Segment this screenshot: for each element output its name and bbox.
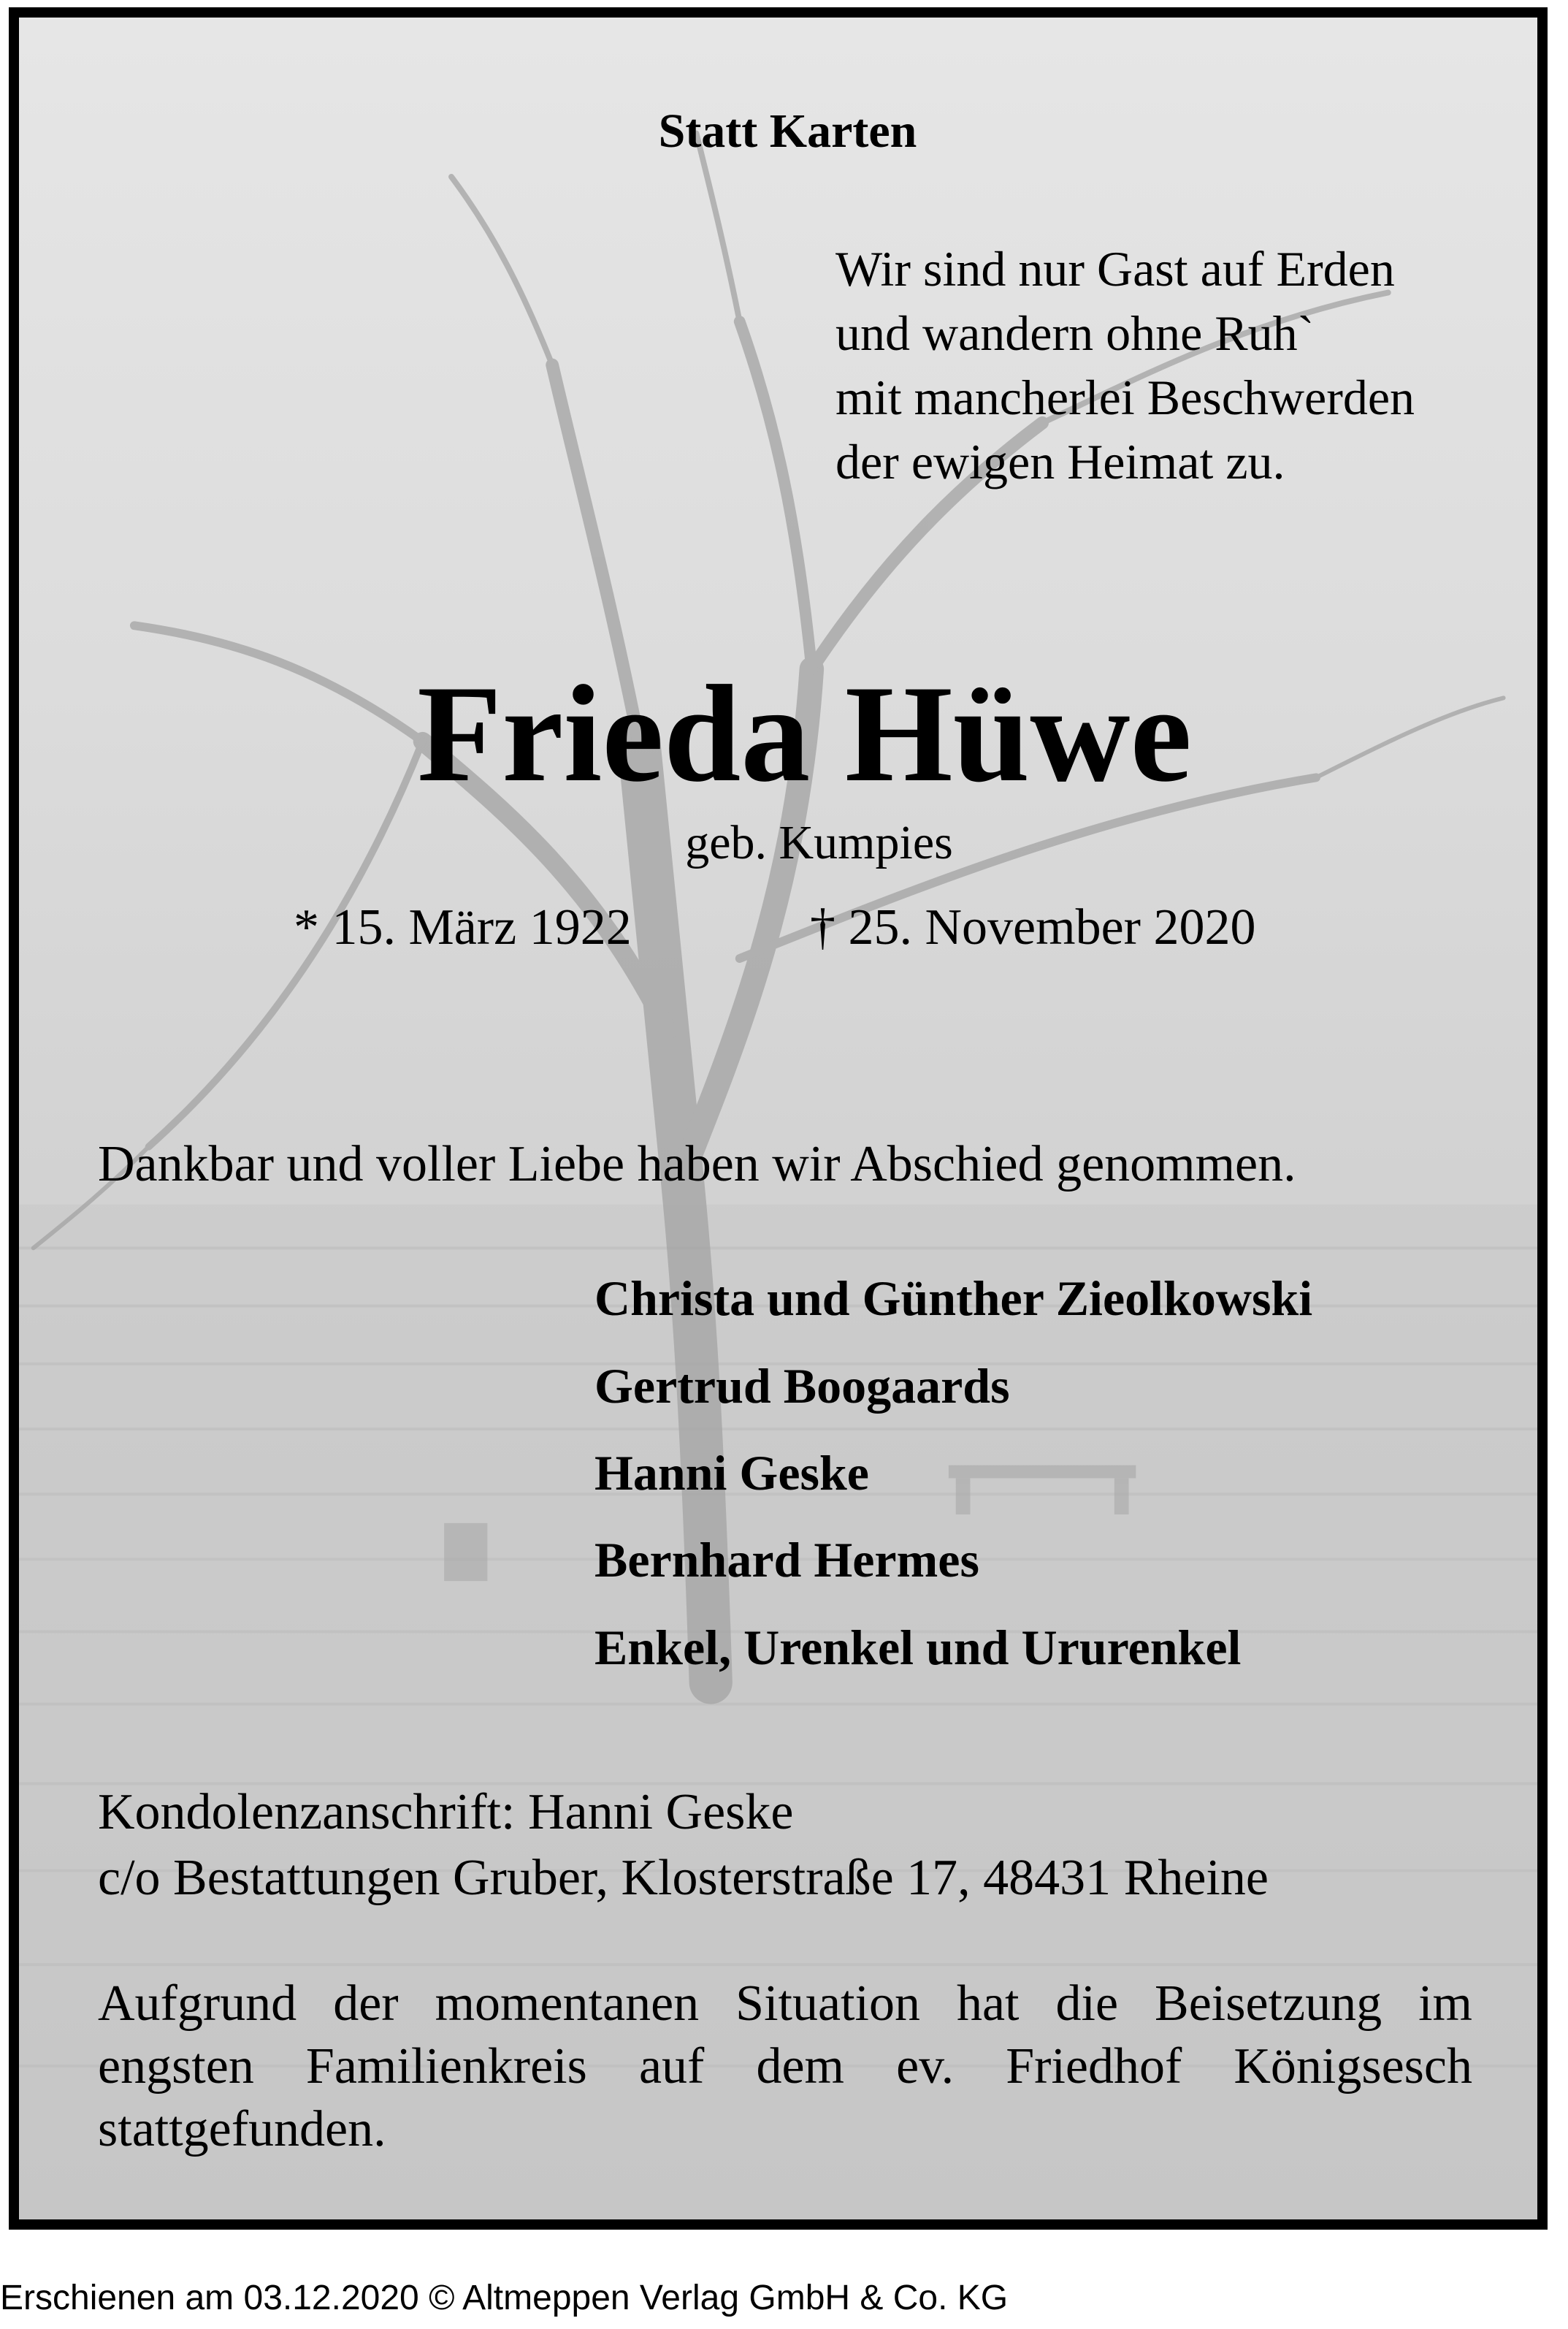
burial-note: Aufgrund der momentanen Situation hat die Beisetzung im engsten Familienkreis auf dem ev. Friedhof Königsesch stattgefunden. <box>98 1975 1472 2157</box>
mourner-name: Enkel, Urenkel und Ururenkel <box>594 1620 1242 1675</box>
poem-line: Wir sind nur Gast auf Erden <box>835 241 1395 297</box>
mourner-name: Gertrud Boogaards <box>594 1358 1010 1414</box>
farewell-text: Dankbar und voller Liebe haben wir Abschied genommen. <box>98 1136 1296 1192</box>
mourner-name: Bernhard Hermes <box>594 1532 979 1587</box>
birth-date: * 15. März 1922 <box>294 899 632 956</box>
obituary-notice <box>9 7 1548 2230</box>
mourner-name: Hanni Geske <box>594 1445 869 1501</box>
condolence-address <box>98 1780 1269 1911</box>
condolence-line: c/o Bestattungen Gruber, Klosterstraße 17, 48431 Rheine <box>98 1850 1269 1906</box>
poem <box>835 237 1415 494</box>
mourner-name: Christa und Günther Zieolkowski <box>594 1270 1313 1326</box>
maiden-name: geb. Kumpies <box>685 816 953 869</box>
poem-line: der ewigen Heimat zu. <box>835 434 1285 489</box>
condolence-line: Kondolenzanschrift: Hanni Geske <box>98 1784 794 1840</box>
poem-line: mit mancherlei Beschwerden <box>835 370 1415 425</box>
header-statt-karten: Statt Karten <box>658 104 917 158</box>
publication-footer: Erschienen am 03.12.2020 © Altmeppen Verlag GmbH & Co. KG <box>0 2279 1009 2317</box>
death-date: † 25. November 2020 <box>810 899 1256 956</box>
poem-line: und wandern ohne Ruh` <box>835 305 1315 361</box>
deceased-name: Frieda Hüwe <box>417 657 1192 811</box>
